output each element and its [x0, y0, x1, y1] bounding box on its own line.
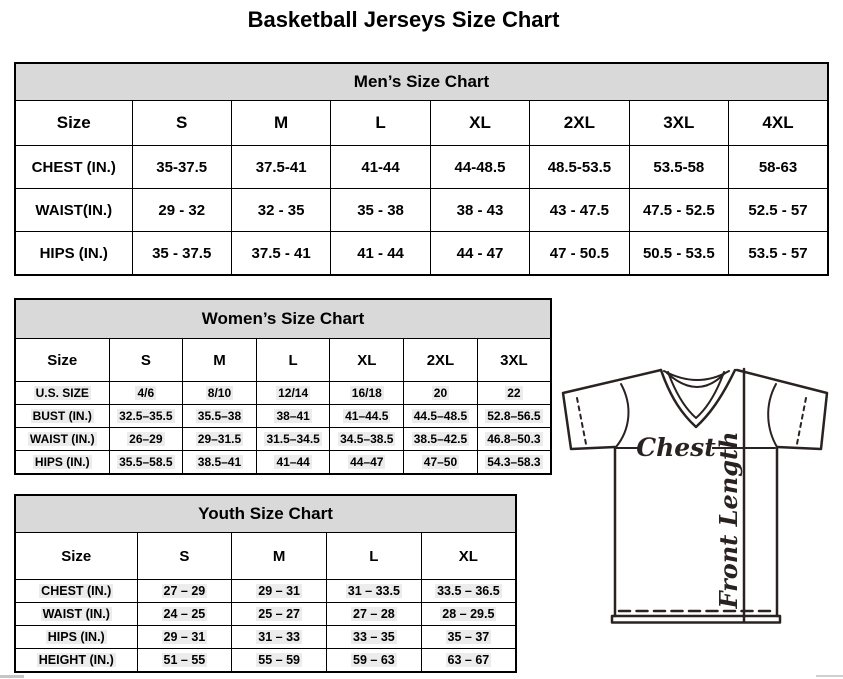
jersey-armhole-right — [768, 384, 777, 447]
table-cell: 50.5 - 53.5 — [629, 232, 728, 276]
table-row — [15, 101, 828, 146]
jersey-collar-v-inner — [668, 372, 724, 418]
table-cell: 24 – 25 — [137, 603, 232, 626]
table-cell: 38 - 43 — [430, 189, 529, 232]
row-label: WAIST(IN.) — [15, 189, 132, 232]
table-cell: 46.8–50.3 — [477, 428, 551, 451]
table-row — [15, 382, 551, 405]
table-cell: 32 - 35 — [231, 189, 330, 232]
table-cell: 58-63 — [729, 146, 828, 189]
page-title: Basketball Jerseys Size Chart — [247, 7, 560, 32]
table-row — [15, 626, 516, 649]
table-cell: 54.3–58.3 — [477, 451, 551, 475]
row-label: HEIGHT (IN.) — [15, 649, 137, 673]
table-row — [15, 189, 828, 232]
table-cell: 35.5–38 — [183, 405, 257, 428]
table-cell: 16/18 — [330, 382, 404, 405]
table-cell: 59 – 63 — [327, 649, 422, 673]
table-row — [15, 603, 516, 626]
table-row — [15, 428, 551, 451]
size-col-label: Size — [15, 101, 132, 146]
size-header-cell: M — [183, 339, 257, 382]
table-cell: 43 - 47.5 — [530, 189, 629, 232]
table-row — [15, 580, 516, 603]
table-cell: 41 - 44 — [331, 232, 430, 276]
table-cell: 38.5–42.5 — [404, 428, 478, 451]
table-row — [15, 649, 516, 673]
size-header-cell: L — [331, 101, 430, 146]
jersey-diagram — [556, 358, 838, 630]
size-header-cell: XL — [330, 339, 404, 382]
front-length-label: Front Length — [714, 431, 743, 609]
womens-chart-header: Women’s Size Chart — [15, 299, 551, 339]
row-label: HIPS (IN.) — [15, 232, 132, 276]
size-header-cell: M — [231, 101, 330, 146]
table-cell: 53.5-58 — [629, 146, 728, 189]
table-cell: 33.5 – 36.5 — [421, 580, 516, 603]
table-row — [15, 232, 828, 276]
table-cell: 32.5–35.5 — [109, 405, 183, 428]
jersey-outline-right — [737, 370, 827, 616]
size-col-label: Size — [15, 533, 137, 580]
table-cell: 47 - 50.5 — [530, 232, 629, 276]
table-cell: 29 – 31 — [137, 626, 232, 649]
table-cell: 38.5–41 — [183, 451, 257, 475]
table-cell: 41–44.5 — [330, 405, 404, 428]
table-cell: 55 – 59 — [232, 649, 327, 673]
table-row — [15, 146, 828, 189]
ui-fragment-left — [0, 675, 24, 678]
table-cell: 29–31.5 — [183, 428, 257, 451]
table-cell: 8/10 — [183, 382, 257, 405]
table-cell: 4/6 — [109, 382, 183, 405]
ui-fragment-right — [816, 675, 843, 677]
table-cell: 37.5 - 41 — [231, 232, 330, 276]
size-header-cell: 2XL — [530, 101, 629, 146]
table-cell: 51 – 55 — [137, 649, 232, 673]
row-label: BUST (IN.) — [15, 405, 109, 428]
table-cell: 31 – 33.5 — [327, 580, 422, 603]
youth-chart-header: Youth Size Chart — [15, 495, 516, 533]
table-cell: 35.5–58.5 — [109, 451, 183, 475]
row-label: CHEST (IN.) — [15, 580, 137, 603]
womens-size-table — [14, 298, 552, 475]
table-cell: 44–47 — [330, 451, 404, 475]
table-cell: 53.5 - 57 — [729, 232, 828, 276]
table-cell: 20 — [404, 382, 478, 405]
table-cell: 38–41 — [256, 405, 330, 428]
youth-size-table — [14, 494, 517, 673]
size-header-cell: XL — [430, 101, 529, 146]
mens-chart-header: Men’s Size Chart — [15, 63, 828, 101]
size-header-cell: 2XL — [404, 339, 478, 382]
table-cell: 52.5 - 57 — [729, 189, 828, 232]
table-cell: 63 – 67 — [421, 649, 516, 673]
table-cell: 47–50 — [404, 451, 478, 475]
table-cell: 52.8–56.5 — [477, 405, 551, 428]
table-cell: 34.5–38.5 — [330, 428, 404, 451]
row-label: U.S. SIZE — [15, 382, 109, 405]
size-header-cell: L — [256, 339, 330, 382]
table-cell: 28 – 29.5 — [421, 603, 516, 626]
table-cell: 27 – 28 — [327, 603, 422, 626]
size-header-cell: 4XL — [729, 101, 828, 146]
table-cell: 25 – 27 — [232, 603, 327, 626]
row-label: WAIST (IN.) — [15, 428, 109, 451]
table-cell: 44 - 47 — [430, 232, 529, 276]
table-cell: 35 – 37 — [421, 626, 516, 649]
table-cell: 37.5-41 — [231, 146, 330, 189]
table-cell: 31 – 33 — [232, 626, 327, 649]
row-label: WAIST (IN.) — [15, 603, 137, 626]
table-cell: 35 - 37.5 — [132, 232, 231, 276]
size-header-cell: 3XL — [629, 101, 728, 146]
size-header-cell: S — [132, 101, 231, 146]
table-row — [15, 405, 551, 428]
chest-label: Chest — [636, 433, 716, 462]
row-label: HIPS (IN.) — [15, 626, 137, 649]
table-cell: 48.5-53.5 — [530, 146, 629, 189]
table-cell: 41–44 — [256, 451, 330, 475]
table-cell: 33 – 35 — [327, 626, 422, 649]
table-cell: 35 - 38 — [331, 189, 430, 232]
size-header-cell: S — [137, 533, 232, 580]
table-cell: 22 — [477, 382, 551, 405]
jersey-cuff-stitch-right — [797, 398, 806, 444]
size-header-cell: 3XL — [477, 339, 551, 382]
size-header-cell: L — [327, 533, 422, 580]
jersey-outline-left — [563, 370, 661, 616]
mens-size-table — [14, 62, 829, 276]
row-label: HIPS (IN.) — [15, 451, 109, 475]
jersey-cuff-stitch-left — [577, 398, 586, 444]
table-cell: 44.5–48.5 — [404, 405, 478, 428]
table-row — [15, 299, 551, 339]
table-cell: 44-48.5 — [430, 146, 529, 189]
table-cell: 27 – 29 — [137, 580, 232, 603]
size-header-cell: M — [232, 533, 327, 580]
table-cell: 31.5–34.5 — [256, 428, 330, 451]
table-cell: 26–29 — [109, 428, 183, 451]
table-row — [15, 63, 828, 101]
row-label: CHEST (IN.) — [15, 146, 132, 189]
table-cell: 29 - 32 — [132, 189, 231, 232]
size-col-label: Size — [15, 339, 109, 382]
table-cell: 47.5 - 52.5 — [629, 189, 728, 232]
table-cell: 12/14 — [256, 382, 330, 405]
table-cell: 35-37.5 — [132, 146, 231, 189]
table-row — [15, 495, 516, 533]
size-header-cell: XL — [421, 533, 516, 580]
table-row — [15, 533, 516, 580]
table-row — [15, 339, 551, 382]
table-cell: 29 – 31 — [232, 580, 327, 603]
size-header-cell: S — [109, 339, 183, 382]
jersey-hem-band — [612, 616, 780, 623]
jersey-collar-v-outer — [661, 370, 735, 427]
jersey-armhole-left — [616, 384, 628, 447]
table-row — [15, 451, 551, 475]
table-cell: 41-44 — [331, 146, 430, 189]
